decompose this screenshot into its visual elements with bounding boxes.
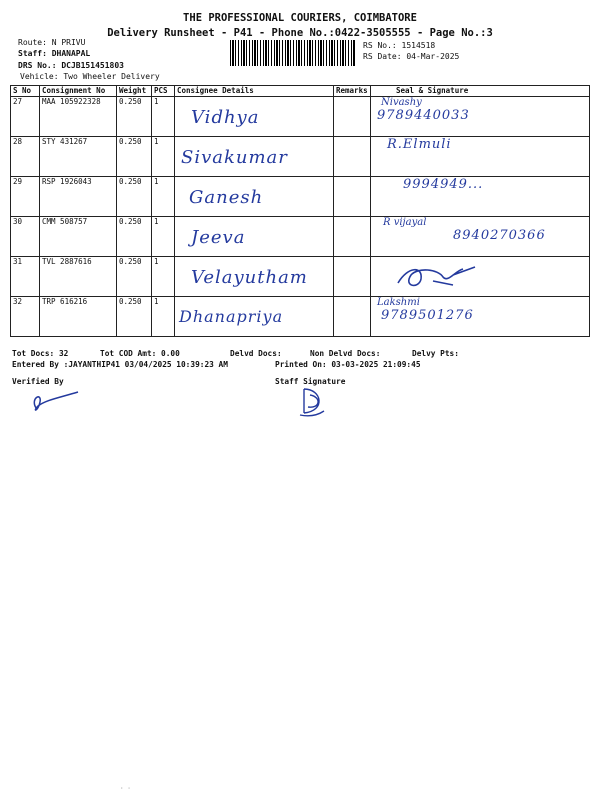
cell-pcs: 1: [152, 97, 175, 137]
cell-consignee: [175, 177, 334, 217]
table-row: [11, 217, 590, 257]
drs-number: DRS No.: DCJB151451803: [18, 61, 124, 70]
consignee-handwriting: Velayutham: [191, 267, 308, 288]
cell-weight: 0.250: [117, 297, 152, 337]
cell-pcs: 1: [152, 177, 175, 217]
total-docs: Tot Docs: 32: [12, 349, 69, 358]
delivered-docs: Delvd Docs:: [230, 349, 282, 358]
col-consignment-header: Consignment No: [40, 86, 117, 97]
cell-seal: [371, 257, 590, 297]
cell-consignee: [175, 97, 334, 137]
seal-handwriting-2: 8940270366: [453, 228, 546, 243]
cell-consignee: [175, 137, 334, 177]
rs-date: RS Date: 04-Mar-2025: [363, 52, 460, 61]
cell-sno: 32: [11, 297, 40, 337]
cell-sno: 29: [11, 177, 40, 217]
table-header-row: [11, 86, 590, 97]
cell-remarks: [334, 297, 371, 337]
runsheet-subtitle: Delivery Runsheet - P41 - Phone No.:0422-3505555 - Page No.:3: [107, 27, 493, 39]
rs-number: RS No.: 1514518: [363, 41, 436, 50]
table-row: [11, 257, 590, 297]
staff-label: Staff: DHANAPAL: [18, 49, 91, 58]
staff-signature-label: Staff Signature: [275, 377, 346, 386]
seal-handwriting-2: R.Elmuli: [387, 137, 452, 152]
seal-handwriting-1: Nivashy: [381, 97, 422, 108]
non-delivered-docs: Non Delvd Docs:: [310, 349, 381, 358]
col-seal-header: Seal & Signature: [371, 86, 590, 97]
seal-handwriting-1: Lakshmi: [377, 297, 420, 308]
delivery-points: Delvy Pts:: [412, 349, 459, 358]
cell-pcs: 1: [152, 297, 175, 337]
consignee-handwriting: Jeeva: [191, 227, 246, 248]
scan-speck: · ·: [120, 785, 131, 792]
cell-sno: 28: [11, 137, 40, 177]
verified-by-signature: [28, 388, 88, 418]
cell-sno: 30: [11, 217, 40, 257]
seal-handwriting-2: 9789440033: [377, 108, 470, 123]
col-weight-header: Weight: [117, 86, 152, 97]
signature-scribble: [393, 261, 483, 291]
cell-weight: 0.250: [117, 217, 152, 257]
cell-weight: 0.250: [117, 97, 152, 137]
route-label: Route: N PRIVU: [18, 38, 86, 47]
table-row: [11, 97, 590, 137]
cell-seal: [371, 97, 590, 137]
cell-consignment: TRP 616216: [40, 297, 117, 337]
consignee-handwriting: Sivakumar: [181, 147, 288, 168]
cell-consignment: RSP 1926043: [40, 177, 117, 217]
cell-remarks: [334, 97, 371, 137]
col-pcs-header: PCS: [152, 86, 175, 97]
cell-weight: 0.250: [117, 177, 152, 217]
cell-remarks: [334, 177, 371, 217]
cell-weight: 0.250: [117, 137, 152, 177]
entered-by: Entered By :JAYANTHIP41 03/04/2025 10:39:23 AM: [12, 360, 228, 369]
cell-consignee: [175, 297, 334, 337]
total-cod-amount: Tot COD Amt: 0.00: [100, 349, 180, 358]
verified-by-label: Verified By: [12, 377, 64, 386]
printed-on: Printed On: 03-03-2025 21:09:45: [275, 360, 421, 369]
cell-seal: [371, 137, 590, 177]
cell-pcs: 1: [152, 257, 175, 297]
col-consignee-header: Consignee Details: [175, 86, 334, 97]
cell-consignment: TVL 2887616: [40, 257, 117, 297]
cell-pcs: 1: [152, 137, 175, 177]
staff-signature-mark: [296, 385, 332, 419]
seal-handwriting-2: 9789501276: [381, 308, 474, 323]
cell-pcs: 1: [152, 217, 175, 257]
cell-seal: [371, 177, 590, 217]
cell-sno: 31: [11, 257, 40, 297]
table-row: [11, 137, 590, 177]
consignee-handwriting: Dhanapriya: [179, 307, 284, 326]
runsheet-title: THE PROFESSIONAL COURIERS, COIMBATORE: [183, 12, 417, 24]
consignee-handwriting: Vidhya: [191, 107, 260, 128]
col-sno-header: S No: [11, 86, 40, 97]
cell-seal: [371, 297, 590, 337]
barcode-graphic: [230, 40, 355, 66]
runsheet-table: [10, 85, 590, 337]
seal-handwriting-1: R vijayal: [383, 217, 427, 228]
cell-seal: [371, 217, 590, 257]
seal-handwriting-2: 9994949...: [403, 177, 484, 192]
cell-consignment: MAA 105922328: [40, 97, 117, 137]
cell-sno: 27: [11, 97, 40, 137]
cell-consignment: CMM 508757: [40, 217, 117, 257]
col-remarks-header: Remarks: [334, 86, 371, 97]
cell-consignee: [175, 257, 334, 297]
cell-consignee: [175, 217, 334, 257]
consignee-handwriting: Ganesh: [189, 187, 264, 208]
cell-remarks: [334, 257, 371, 297]
cell-consignment: STY 431267: [40, 137, 117, 177]
table-row: [11, 177, 590, 217]
cell-remarks: [334, 217, 371, 257]
table-row: [11, 297, 590, 337]
vehicle-label: Vehicle: Two Wheeler Delivery: [20, 72, 160, 81]
cell-weight: 0.250: [117, 257, 152, 297]
cell-remarks: [334, 137, 371, 177]
